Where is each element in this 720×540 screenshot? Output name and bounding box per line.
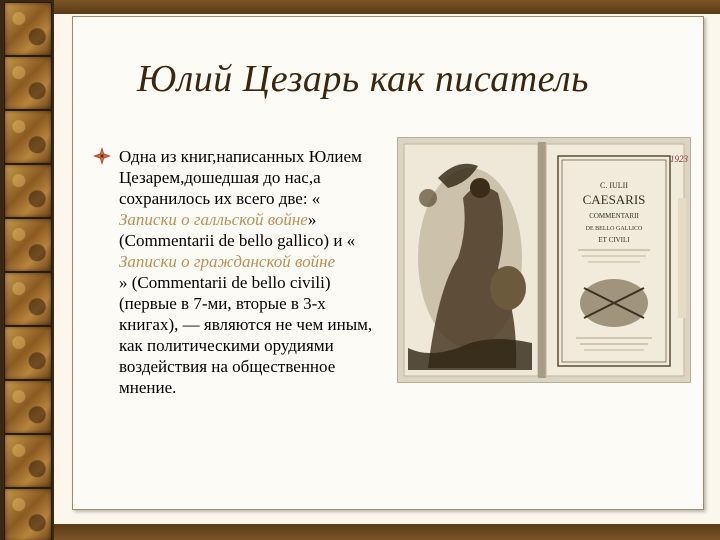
border-tile (4, 272, 52, 326)
book-page-line: COMMENTARII (589, 212, 639, 220)
top-border-strip (54, 0, 720, 14)
border-tile (4, 380, 52, 434)
handwritten-note: 1923 (670, 154, 688, 164)
bottom-border-strip (54, 524, 720, 540)
book-page-line: CAESARIS (582, 192, 646, 207)
gallic-war-link[interactable]: Записки о галльской войне (119, 210, 308, 229)
body-text-part: » (Commentarii de bello civili) (первые в 7-ми, вторые в 3-х книгах), — являются не чем иным, как политическими орудиями воздействия на общественное мнение. (119, 273, 373, 397)
slide-panel (72, 16, 704, 510)
book-page-line: C. IULII (600, 181, 628, 190)
border-tile (4, 110, 52, 164)
old-book-photo (397, 137, 691, 383)
border-tile (4, 326, 52, 380)
slide-title: Юлий Цезарь как писатель (137, 58, 589, 100)
slide-body-text (119, 146, 381, 398)
decorative-border (0, 0, 54, 540)
border-tile (4, 488, 52, 540)
book-page-line: DE BELLO GALLICO (585, 226, 643, 232)
border-tile (4, 2, 52, 56)
border-tile (4, 164, 52, 218)
border-tile (4, 434, 52, 488)
civil-war-link[interactable]: Записки о гражданской войне (119, 252, 336, 271)
border-tile (4, 218, 52, 272)
star-bullet-icon (93, 147, 111, 165)
body-text-part: Одна из книг,написанных Юлием Цезарем,дошедшая до нас,а сохранилось их всего две: « (119, 147, 362, 208)
border-tile (4, 56, 52, 110)
body-text-part: » (Commentarii de bello gallico) и « (119, 210, 356, 250)
book-page-line: ET CIVILI (598, 236, 630, 244)
